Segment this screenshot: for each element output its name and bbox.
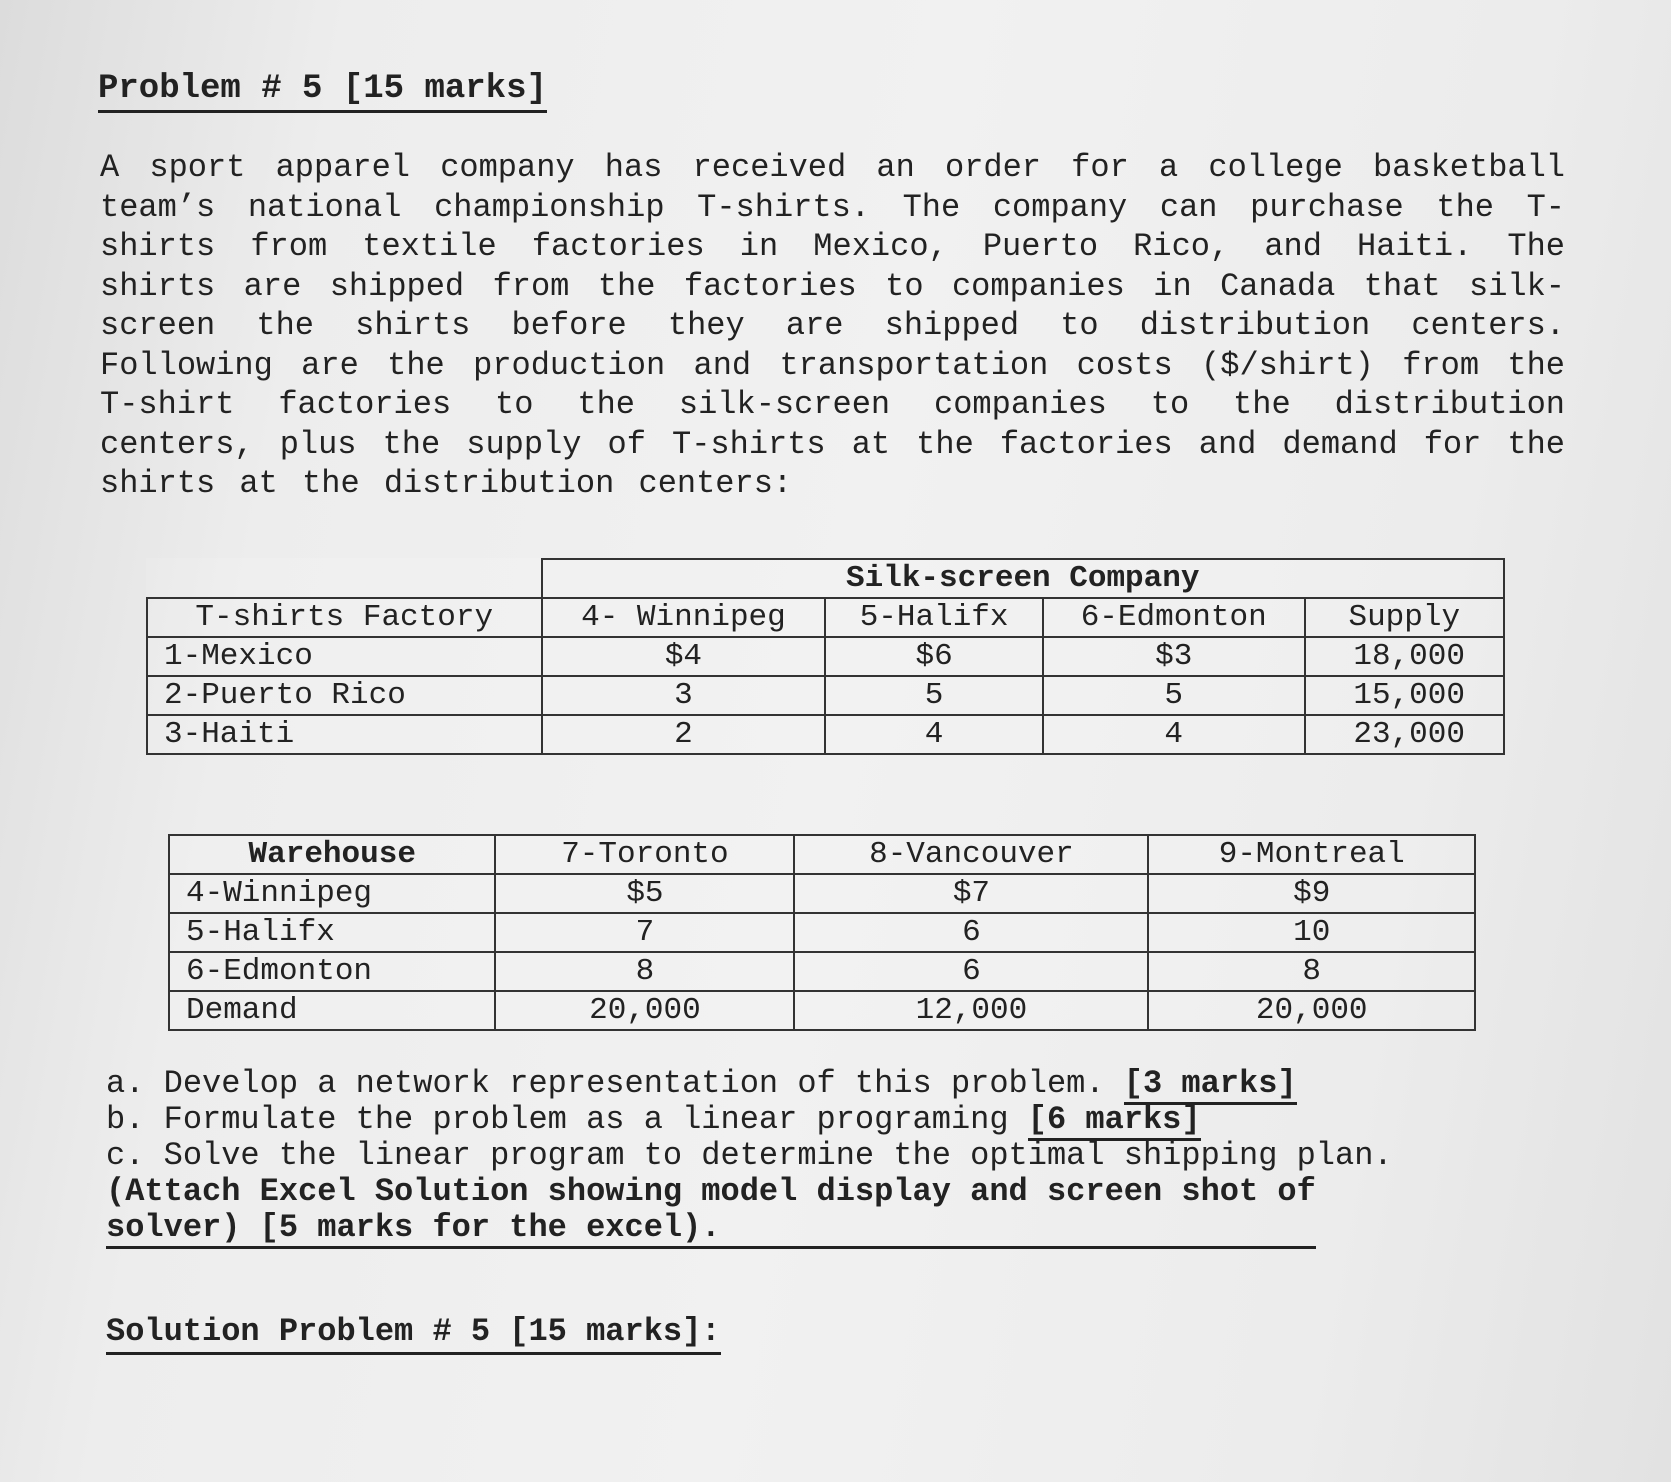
supply-cell: 23,000 <box>1305 715 1504 754</box>
table-spacer <box>147 559 542 598</box>
row-label: 5-Halifx <box>169 913 495 952</box>
question-c-excel-note: (Attach Excel Solution showing model display and screen shot of solver) [5 marks for the excel). <box>106 1174 1316 1249</box>
row-label: 3-Haiti <box>147 715 542 754</box>
question-a <box>106 1066 1506 1102</box>
cost-cell: $4 <box>542 637 826 676</box>
cost-cell: 5 <box>825 676 1042 715</box>
column-header: 7-Toronto <box>495 835 794 874</box>
supply-cell: 15,000 <box>1305 676 1504 715</box>
table-row <box>169 913 1475 952</box>
table-row <box>169 952 1475 991</box>
cost-cell: 3 <box>542 676 826 715</box>
table-header-row <box>147 598 1504 637</box>
column-header: 4- Winnipeg <box>542 598 826 637</box>
question-b-text: b. Formulate the problem as a linear programing <box>106 1101 1009 1138</box>
table-row <box>169 874 1475 913</box>
row-label: 2-Puerto Rico <box>147 676 542 715</box>
solution-heading: Solution Problem # 5 [15 marks]: <box>106 1313 721 1355</box>
cost-cell: 10 <box>1148 913 1475 952</box>
cost-cell: 7 <box>495 913 794 952</box>
demand-cell: 20,000 <box>495 991 794 1030</box>
question-a-text: a. Develop a network representation of this problem. <box>106 1065 1105 1102</box>
cost-cell: $6 <box>825 637 1042 676</box>
question-b-marks: [6 marks] <box>1028 1101 1201 1141</box>
question-b <box>106 1102 1506 1138</box>
question-a-marks: [3 marks] <box>1124 1065 1297 1105</box>
silkscreen-to-warehouse-table <box>168 834 1476 1031</box>
column-header: 9-Montreal <box>1148 835 1475 874</box>
question-c-text: c. Solve the linear program to determine the optimal shipping plan. <box>106 1137 1393 1174</box>
factory-to-silkscreen-table <box>146 558 1505 755</box>
demand-cell: 20,000 <box>1148 991 1475 1030</box>
table-caption: Silk-screen Company <box>542 559 1504 598</box>
column-header: T-shirts Factory <box>147 598 542 637</box>
row-label: 4-Winnipeg <box>169 874 495 913</box>
supply-cell: 18,000 <box>1305 637 1504 676</box>
problem-title: Problem # 5 [15 marks] <box>98 70 547 113</box>
column-header: Warehouse <box>169 835 495 874</box>
column-header: 6-Edmonton <box>1043 598 1305 637</box>
cost-cell: 8 <box>1148 952 1475 991</box>
question-list <box>106 1066 1506 1249</box>
cost-cell: 4 <box>825 715 1042 754</box>
demand-cell: 12,000 <box>794 991 1148 1030</box>
table-row <box>169 991 1475 1030</box>
cost-cell: 4 <box>1043 715 1305 754</box>
question-c <box>106 1138 1506 1174</box>
table-row <box>147 715 1504 754</box>
cost-cell: 6 <box>794 913 1148 952</box>
problem-description: A sport apparel company has received an order for a college basketball team’s national championship T-shirts. The company can purchase the T-shirts from textile factories in Mexico, Puerto Rico, and Haiti. The shirts are shipped from the factories to companies in Canada that silk-screen the shirts before they are shipped to distribution centers. Following are the production and transportation costs ($/shirt) from the T-shirt factories to the silk-screen companies to the distribution centers, plus the supply of T-shirts at the factories and demand for the shirts at the distribution centers: <box>100 149 1565 502</box>
row-label: Demand <box>169 991 495 1030</box>
table-row <box>147 637 1504 676</box>
column-header: 8-Vancouver <box>794 835 1148 874</box>
cost-cell: $9 <box>1148 874 1475 913</box>
cost-cell: 6 <box>794 952 1148 991</box>
row-label: 6-Edmonton <box>169 952 495 991</box>
column-header: 5-Halifx <box>825 598 1042 637</box>
cost-cell: 2 <box>542 715 826 754</box>
cost-cell: 5 <box>1043 676 1305 715</box>
cost-cell: $5 <box>495 874 794 913</box>
table-header-row <box>169 835 1475 874</box>
column-header: Supply <box>1305 598 1504 637</box>
cost-cell: 8 <box>495 952 794 991</box>
cost-cell: $3 <box>1043 637 1305 676</box>
row-label: 1-Mexico <box>147 637 542 676</box>
cost-cell: $7 <box>794 874 1148 913</box>
question-c-excel-wrap <box>106 1174 1316 1249</box>
table-caption-row <box>147 559 1504 598</box>
table-row <box>147 676 1504 715</box>
